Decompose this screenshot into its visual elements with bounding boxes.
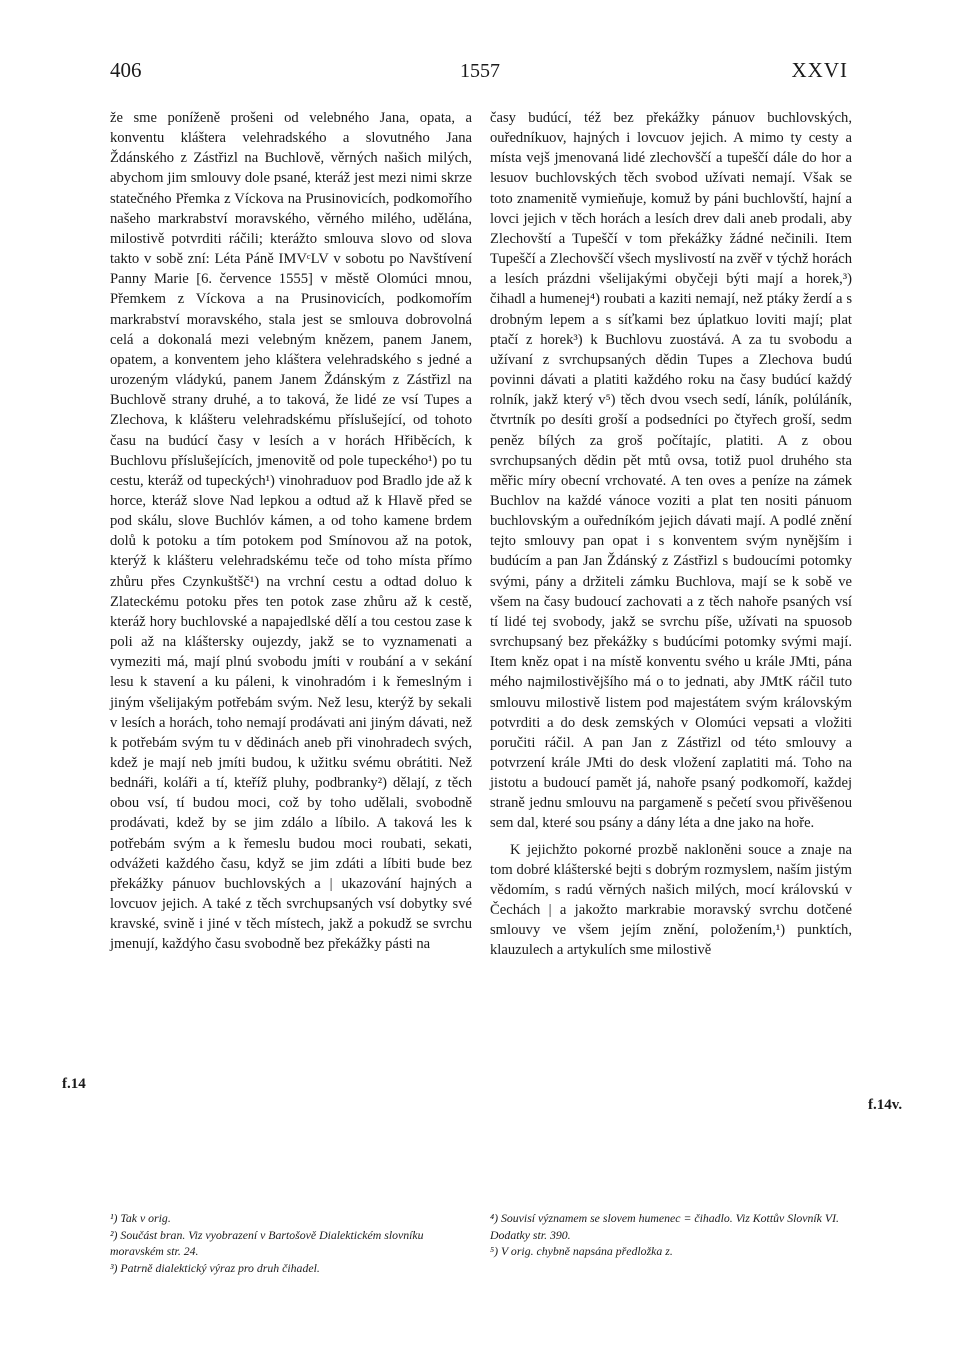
footnote-5: ⁵) V orig. chybně napsána předložka z.: [490, 1244, 673, 1258]
left-column: [110, 108, 472, 955]
page-number: 406: [110, 58, 142, 82]
folio-marker-left: f.14: [62, 1076, 86, 1092]
footnote-4: ⁴) Souvisí významem se slovem humenec = čihadlo. Viz Kottův Slovník VI. Dodatky str. 390.: [490, 1211, 839, 1242]
left-column-text: že sme poníženě prošeni od velebného Jana, opata, a konventu kláštera velehradského a slovutného Jana Ždánského z Zástřizl na Buchlově, věrných našich milých, abychom jim smlouvy dole psané, kteráž jest mezi nimi skrze statečného Přemka z Víckova na Prusinovicích, podkomořího našeho markrabství moravského, věrného milého, udělána, milostivě potvrditi ráčili; kterážto smlouva slovo od slova takto v sobě zní: Léta Páně IMVᶜLV v sobotu po Navštívení Panny Marie [6. července 1555] v městě Olomúci mnou, Přemkem z Víckova a na Prusinovicích, podkomořím markrabství moravského, stala jest se smlouva dobrovolná celá a dokonalá mezi velebným knězem, panem Janem, opatem, a konventem jeho kláštera velehradského s jedné a urozeným vládykú, panem Janem Ždánským z Zástřizl na Buchlově strany druhé, a to taková, že lidé ze vsí Tupes a Zlechova, k klášteru velehradskému příslušející, od tohoto času na budúcí časy v lesích a v horách Hřiběcích, k Buchlovu příslušejících, jmenovitě od pole tupeckého¹) po tu cestu, kteráž od tupeckých¹) vinohraduov pod Bradlo jde až k horce, kteráž slove Nad lepkou a odtud až k Hlavě před se pod skálu, slove Buchlóv kámen, a od toho kamene brdem dolů k potoku a tím potokem pod Smínovou až na potok, kterýž k klášteru velehradskému teče od toho místa přímo zhůru přes Czynkuštšč¹) na vrchní cestu a odtad doluo k Zlateckému potoku přes ten potok zase zhůru až k cestě, kteráž hory buchlovské a napajedlské dělí a tou cestou zase k poli až na klášterskу oujezdy, jakž se to vyznamenati a vymeziti má, mají plnú svobodu jmíti v roubání a v sekání lesu k stavení a ku páleni, k vinohradóm i k řemeslným i jiným všelijakým potřebám svým. Než lesu, kterýž by sekali v lesích a horách, toho nemají prodávati ani jiným dávati, než k potřebám svým tu v dědinách aneb při vinohradech svých, kdež je mají neb jmíti budou, k užitku svému obrátiti. Než bednáři, koláři a tí, kteříž pluhy, podbranky²) dělají, z těch obou vsí, tí budou moci, což by toho udělali, svobodně prodávati, kdež by se jim zdálo a líbilo. A taková les k potřebám svým a k řemeslu budou moci roubati, sekati, odvážeti každého času, když se jim zdáti a líbiti bude bez překážky pánuov buchlovských a | ukazování hajných a lovcuov jejich. A také z těch svrchupsaných vsí dobytky své kravské, svině i jiné v těch místech, jakž a pokudž se svrchu jmenují, každýho času svobodně bez překážky pásti na: [110, 110, 472, 953]
right-column: [490, 108, 852, 961]
footnotes-left: [110, 1210, 472, 1276]
right-column-paragraph-2: K jejichžto pokorné prozbě nakloněni souce a znaje na tom dobré klášterské bejti s dobrým rozmyslem, naším jistým vědomím, s radú věrných našich milých, mocí královskú v Čechách | a jakožto markrabie moravský svrchu dotčené smlouvy ve všem jejím znění, položením,¹) punktích, klauzulech a artykulích sme milostivě: [490, 841, 852, 959]
footnote-1: ¹) Tak v orig.: [110, 1211, 171, 1225]
right-column-text: časy budúcí, též bez překážky pánuov buchlovských, ouředníkuov, hajných i lovcuov jejich. A mimo ty cesty a místa vejš jmenovaná lidé zlechovščí a tupeščí dále do hor a lesuov buchlovských těch svobod užívati nemají. Však se toto znamenitě vymieňuje, komuž by páni buchlovští, hajní a lovci jejich v těch horách a lesích drev dali aneb prodali, aby Zlechovští a Tupeščí v tom překážky žádné nečinili. Item Tupeščí a Zlechovščí všech myslivostí na zvěř v týchž horách a lesích prázdni všelijakými obyčeji býti mají a horek,³) čihadl a humenej⁴) roubati a kaziti nemají, než ptáky žerdí a s drobným lepem a s síťkami bez úplatkuo loviti mají; plat ptačí z horek³) k Buchlovu zuostává. A za tu svobodu a užívaní z svrchupsaných dědin Tupes a Zlechova budú povinni dávati a platiti každého roku na časy budúcí každý rolník, jakž který v⁵) těch dvou vsech sedí, láník, polúláník, čtvrtník po desíti groší a podsedníci po čtyřech groší, sedm peněz bílých za groš počítajíc, platiti. A z obou svrchupsaných dědin pět mtů ovsa, totiž puol druhého sta měřic míry obecní vrchovaté. A ten oves a peníze na zámek Buchlov na každé vánoce voziti a plat ten nositi pánuom buchlovským a ouředníkóm jejich dávati mají. A podlé znění tejto smlouvy pan opat i s konventem svým nynějším i budúcím a pan Jan Ždánský z Zástřizl s budoucími potomky svými, pány a držiteli zámku Buchlova, mají se k sobě ve všem na časy budoucí zachovati a z těch nahoře psaných vsí tí lidé tej svobody, jakž se svrchu píše, užívati na spuosob svrchupsaný bez překážky s budúcími potomky svými mají. Item kněz opat i na místě konventu svého u krále JMti, pána mého najmilostivějšího má o to jednati, aby JMtK ráčil tuto smlouvu milostivě listem pod majestátem svým královským potvrditi a do desk zemských v Olomúci vepsati a vložiti poručiti ráčil. A pan Jan z Zástřizl od této smlouvy a potvrzení krále JMti do desk vložení zaplatiti má. Toho na jistotu a budoucí pamět já, nahoře psaný podkomoří, každej straně jednu smlouvu na pargameně s pečetí svou přivěšenou sem dal, které sou psány a dány léta a dne jako na hoře.: [490, 110, 852, 832]
footnote-2: ²) Součást bran. Viz vyobrazení v Bartošově Dialektickém slovníku moravském str. 24.: [110, 1227, 424, 1258]
document-year: 1557: [460, 60, 500, 82]
folio-marker-right: f.14v.: [868, 1097, 903, 1113]
section-number: XXVI: [791, 58, 848, 82]
footnote-3: ³) Patrně dialektický výraz pro druh čihadel.: [110, 1260, 320, 1275]
footnotes-right: [490, 1210, 860, 1260]
